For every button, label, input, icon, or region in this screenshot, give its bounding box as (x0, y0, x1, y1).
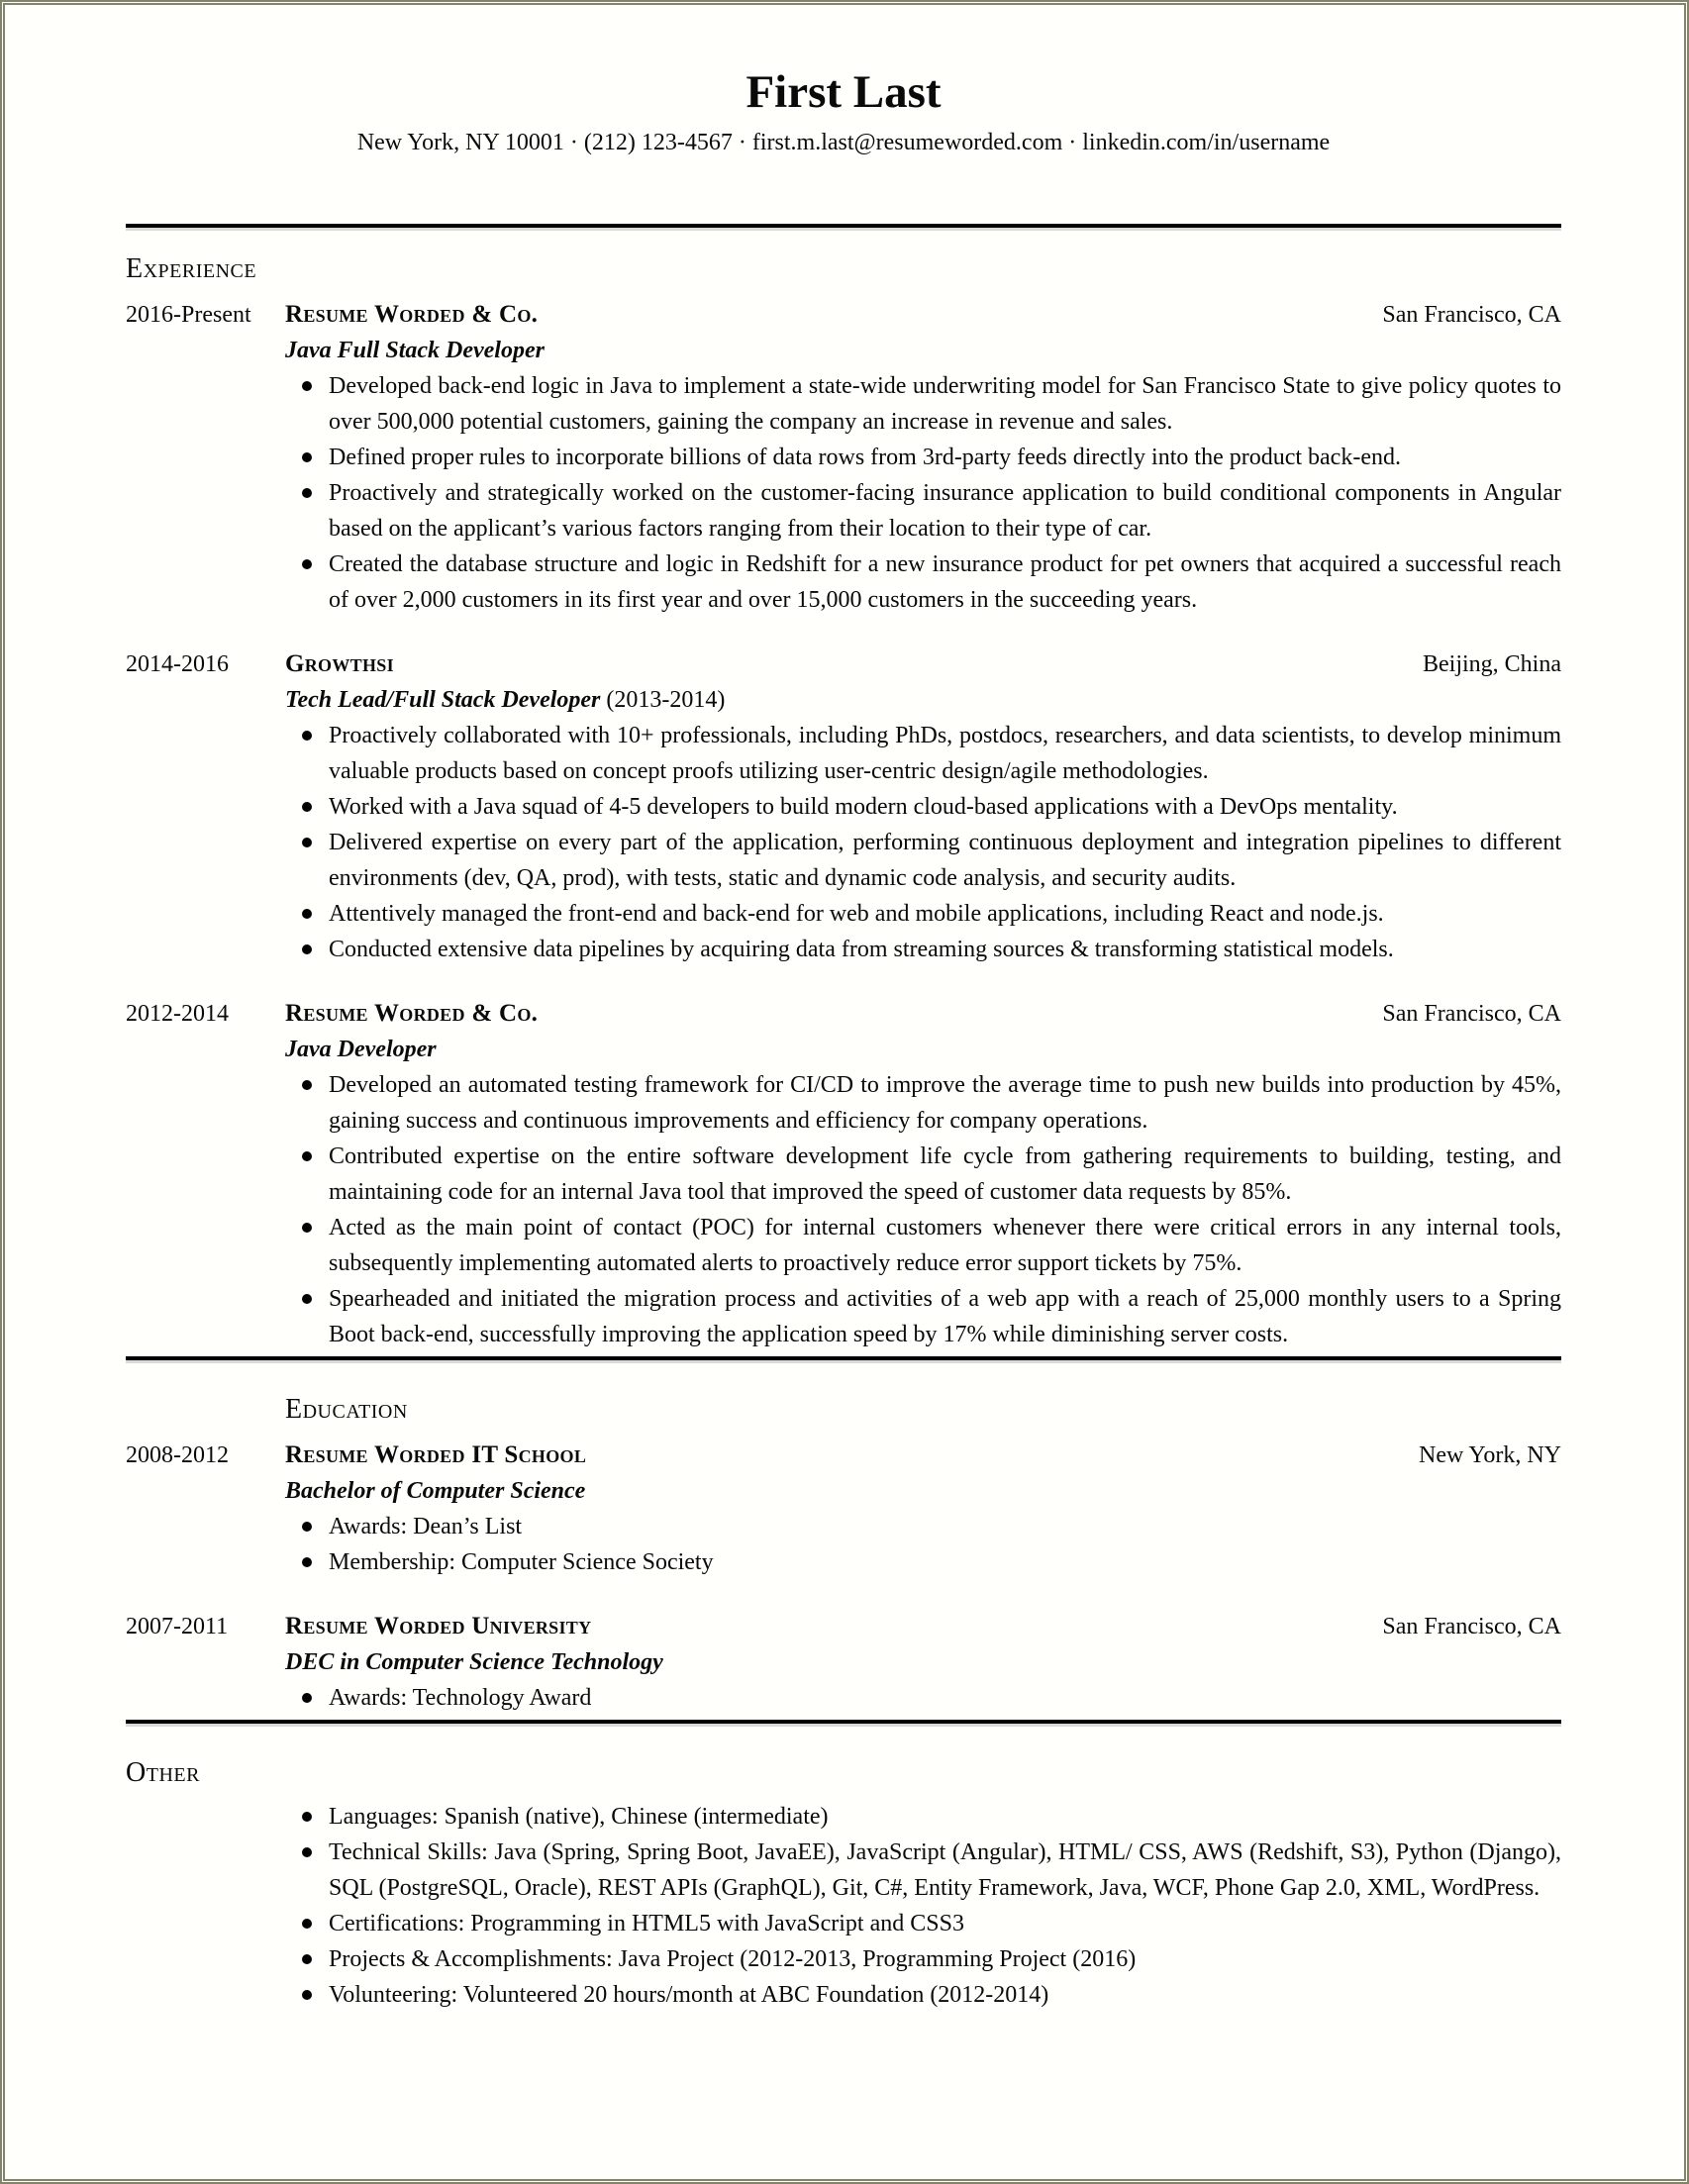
experience-entry (126, 297, 1561, 618)
bullet-item: Delivered expertise on every part of the application, performing continuous deployment and integration pipelines to different environments (dev, QA, prod), with tests, static and dynamic code analysis, and security audits. (285, 825, 1561, 896)
bullet-item: Certifications: Programming in HTML5 with JavaScript and CSS3 (285, 1906, 1561, 1941)
bullet-item: Conducted extensive data pipelines by acquiring data from streaming sources & transforming statistical models. (285, 932, 1561, 967)
job-title-note: (2013-2014) (600, 687, 726, 713)
degree-title: Bachelor of Computer Science (285, 1478, 586, 1504)
education-entries (126, 1438, 1561, 1716)
company-name: Resume Worded & Co. (285, 301, 539, 328)
company-name: Resume Worded & Co. (285, 1000, 539, 1027)
bullet-item: Contributed expertise on the entire software development life cycle from gathering requirements to building, testing, and maintaining code for an internal Java tool that improved the speed of customer data requests by 85%. (285, 1139, 1561, 1210)
entry-header (126, 297, 1561, 333)
section-heading-other: Other (126, 1757, 200, 1788)
education-entry (126, 1609, 1561, 1716)
entry-dates: 2008-2012 (126, 1442, 229, 1468)
entry-location: Beijing, China (1423, 651, 1561, 677)
bullet-list (285, 1067, 1561, 1352)
candidate-name: First Last (745, 66, 942, 118)
bullet-item: Defined proper rules to incorporate billions of data rows from 3rd-party feeds directly into the product back-end. (285, 440, 1561, 475)
entry-body (285, 682, 1561, 967)
entry-body (285, 1644, 1561, 1716)
job-title-line (285, 1032, 1561, 1067)
contact-line: New York, NY 10001 · (212) 123-4567 · first.m.last@resumeworded.com · linkedin.com/in/username (356, 130, 1331, 155)
bullet-item: Spearheaded and initiated the migration process and activities of a web app with a reach of 25,000 monthly users to a Spring Boot back-end, successfully improving the application speed by 17% while diminishing server costs. (285, 1281, 1561, 1352)
bullet-item: Languages: Spanish (native), Chinese (intermediate) (285, 1799, 1561, 1835)
entry-header (126, 1609, 1561, 1644)
entry-dates: 2016-Present (126, 302, 251, 328)
bullet-item: Awards: Technology Award (285, 1680, 1561, 1716)
school-name: Resume Worded University (285, 1613, 592, 1639)
job-title-line (285, 682, 1561, 718)
section-other (126, 1755, 1561, 2013)
entry-location: San Francisco, CA (1382, 1001, 1561, 1027)
bullet-item: Created the database structure and logic in Redshift for a new insurance product for pet owners that acquired a successful reach of over 2,000 customers in its first year and over 15,000 customers in the succeeding years. (285, 546, 1561, 618)
bullet-item: Developed back-end logic in Java to implement a state-wide underwriting model for San Francisco State to give policy quotes to over 500,000 potential customers, gaining the company an increase in revenue and sales. (285, 368, 1561, 440)
degree-title: DEC in Computer Science Technology (285, 1649, 663, 1675)
job-title-line (285, 333, 1561, 368)
education-entry (126, 1438, 1561, 1580)
bullet-item: Technical Skills: Java (Spring, Spring Boot, JavaEE), JavaScript (Angular), HTML/ CSS, AWS (Redshift, S3), Python (Django), SQL (PostgreSQL, Oracle), REST APIs (GraphQL), Git, C#, Entity Framework, Java, WCF, Phone Gap 2.0, XML, WordPress. (285, 1835, 1561, 1906)
bullet-item: Acted as the main point of contact (POC) for internal customers whenever there were critical errors in any internal tools, subsequently implementing automated alerts to proactively reduce error support tickets by 75%. (285, 1210, 1561, 1281)
entry-dates: 2014-2016 (126, 651, 229, 677)
entry-location: San Francisco, CA (1382, 1614, 1561, 1639)
entry-location: San Francisco, CA (1382, 302, 1561, 328)
section-experience (126, 251, 1561, 1352)
header-divider (126, 224, 1561, 228)
bullet-item: Attentively managed the front-end and back-end for web and mobile applications, including React and node.js. (285, 896, 1561, 932)
bullet-list (285, 368, 1561, 618)
section-education (126, 1392, 1561, 1716)
experience-entry (126, 996, 1561, 1352)
section-divider (126, 1356, 1561, 1360)
bullet-item: Awards: Dean’s List (285, 1509, 1561, 1544)
bullet-item: Proactively and strategically worked on the customer-facing insurance application to build conditional components in Angular based on the applicant’s various factors ranging from their location to their type of car. (285, 475, 1561, 546)
bullet-item: Membership: Computer Science Society (285, 1544, 1561, 1580)
bullet-list (285, 1799, 1561, 2013)
company-name: Growthsi (285, 650, 394, 677)
resume-header (126, 5, 1561, 158)
entry-body (285, 333, 1561, 618)
entry-header (126, 996, 1561, 1032)
bullet-list (285, 718, 1561, 967)
other-body (285, 1799, 1561, 2013)
section-heading-experience: Experience (126, 253, 257, 284)
experience-entries (126, 297, 1561, 1352)
bullet-item: Proactively collaborated with 10+ professionals, including PhDs, postdocs, researchers, and data scientists, to develop minimum valuable products based on concept proofs utilizing user-centric design/agile methodologies. (285, 718, 1561, 789)
bullet-item: Projects & Accomplishments: Java Project (2012-2013, Programming Project (2016) (285, 1941, 1561, 1977)
section-divider (126, 1720, 1561, 1724)
job-title: Tech Lead/Full Stack Developer (285, 687, 601, 713)
entry-dates: 2012-2014 (126, 1001, 229, 1027)
bullet-list (285, 1509, 1561, 1580)
bullet-item: Volunteering: Volunteered 20 hours/month at ABC Foundation (2012-2014) (285, 1977, 1561, 2013)
entry-dates: 2007-2011 (126, 1614, 229, 1639)
job-title: Java Full Stack Developer (285, 338, 545, 363)
bullet-item: Developed an automated testing framework for CI/CD to improve the average time to push new builds into production by 45%, gaining success and continuous improvements and efficiency for company operations. (285, 1067, 1561, 1139)
entry-body (285, 1473, 1561, 1580)
bullet-item: Worked with a Java squad of 4-5 developers to build modern cloud-based applications with a DevOps mentality. (285, 789, 1561, 825)
entry-header (126, 1438, 1561, 1473)
entry-location: New York, NY (1418, 1442, 1561, 1468)
job-title: Java Developer (285, 1037, 437, 1062)
experience-entry (126, 646, 1561, 967)
entry-body (285, 1032, 1561, 1352)
bullet-list (285, 1680, 1561, 1716)
school-name: Resume Worded IT School (285, 1441, 587, 1468)
entry-header (126, 646, 1561, 682)
section-heading-education: Education (285, 1394, 408, 1425)
